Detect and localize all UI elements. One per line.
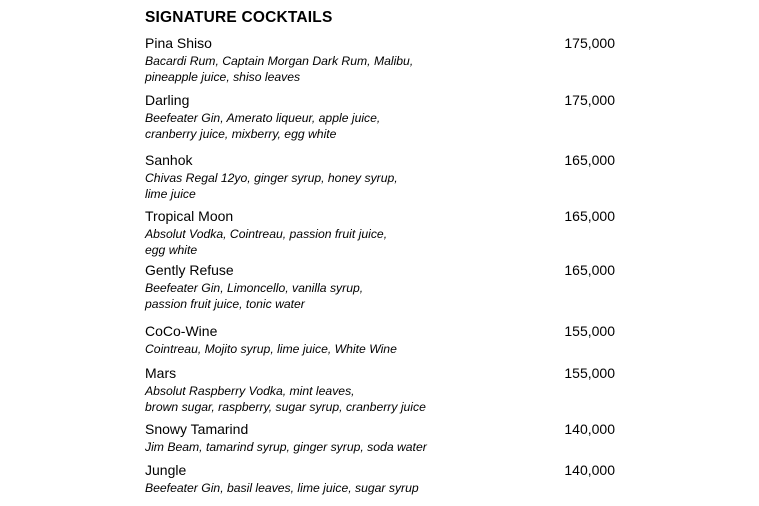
- item-price: 165,000: [564, 208, 615, 224]
- item-description-line: Cointreau, Mojito syrup, lime juice, White Wine: [145, 342, 397, 356]
- item-name: Jungle: [145, 462, 187, 478]
- item-price: 165,000: [564, 262, 615, 278]
- item-description-line: passion fruit juice, tonic water: [145, 297, 305, 311]
- item-description-line: Beefeater Gin, basil leaves, lime juice, sugar syrup: [145, 481, 419, 495]
- item-price: 140,000: [564, 421, 615, 437]
- menu-item-pina-shiso: [145, 35, 617, 85]
- item-name: Mars: [145, 365, 177, 381]
- item-description: [145, 110, 617, 142]
- menu-item-tropical-moon: [145, 208, 617, 258]
- item-description: [145, 439, 617, 455]
- item-description: [145, 280, 617, 312]
- item-description: [145, 341, 617, 357]
- menu-item-mars: [145, 365, 617, 415]
- item-price: 155,000: [564, 323, 615, 339]
- item-description-line: egg white: [145, 243, 198, 257]
- item-description-line: Jim Beam, tamarind syrup, ginger syrup, soda water: [145, 440, 427, 454]
- item-description: [145, 383, 617, 415]
- item-description: [145, 53, 617, 85]
- item-description-line: cranberry juice, mixberry, egg white: [145, 127, 337, 141]
- item-name: Snowy Tamarind: [145, 421, 249, 437]
- menu-item-darling: [145, 92, 617, 142]
- item-price: 140,000: [564, 462, 615, 478]
- item-name: Gently Refuse: [145, 262, 234, 278]
- item-description: [145, 480, 617, 496]
- item-description: [145, 226, 617, 258]
- menu-item-gently-refuse: [145, 262, 617, 312]
- item-description: [145, 170, 617, 202]
- item-price: 175,000: [564, 35, 615, 51]
- menu-item-jungle: [145, 462, 617, 496]
- item-name: CoCo-Wine: [145, 323, 218, 339]
- item-description-line: pineapple juice, shiso leaves: [145, 70, 301, 84]
- item-description-line: lime juice: [145, 187, 196, 201]
- menu-title: SIGNATURE COCKTAILS: [145, 9, 333, 26]
- menu-item-coco-wine: [145, 323, 617, 357]
- menu-item-snowy-tamarind: [145, 421, 617, 455]
- item-description-line: Beefeater Gin, Amerato liqueur, apple juice,: [145, 111, 381, 125]
- item-description-line: Chivas Regal 12yo, ginger syrup, honey syrup,: [145, 171, 398, 185]
- item-price: 165,000: [564, 152, 615, 168]
- item-description-line: Bacardi Rum, Captain Morgan Dark Rum, Malibu,: [145, 54, 414, 68]
- item-description-line: Absolut Raspberry Vodka, mint leaves,: [145, 384, 355, 398]
- item-description-line: brown sugar, raspberry, sugar syrup, cranberry juice: [145, 400, 426, 414]
- item-price: 155,000: [564, 365, 615, 381]
- item-price: 175,000: [564, 92, 615, 108]
- item-description-line: Beefeater Gin, Limoncello, vanilla syrup,: [145, 281, 364, 295]
- item-name: Pina Shiso: [145, 35, 212, 51]
- item-description-line: Absolut Vodka, Cointreau, passion fruit juice,: [145, 227, 388, 241]
- item-name: Sanhok: [145, 152, 193, 168]
- item-name: Tropical Moon: [145, 208, 234, 224]
- menu-item-sanhok: [145, 152, 617, 202]
- item-name: Darling: [145, 92, 190, 108]
